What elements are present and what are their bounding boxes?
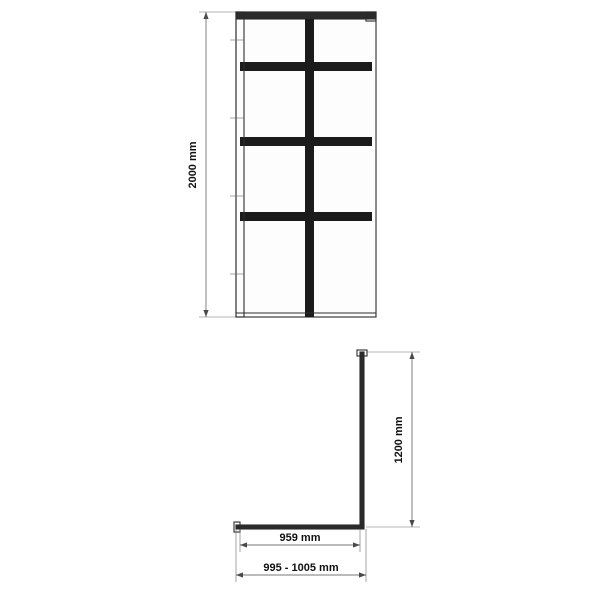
arrow-right-icon [353,542,360,547]
plan-view-group [234,350,420,582]
arrow-down-icon-2 [409,520,414,527]
arrow-left-icon [240,542,247,547]
arrow-down-icon [203,310,208,317]
arrow-up-icon [203,12,208,19]
horizontal-muntin-2 [240,137,372,146]
arrow-right-icon-2 [359,572,366,577]
plan-horizontal-panel [236,525,364,529]
depth-dimension-label: 1200 mm [393,416,405,464]
arrow-up-icon-2 [409,352,414,359]
front-view-group [187,12,376,317]
horizontal-muntin-3 [240,212,372,221]
outer-width-dimension-label: 995 - 1005 mm [263,562,339,574]
arrow-left-icon-2 [236,572,243,577]
inner-width-dimension-label: 959 mm [279,532,321,544]
plan-vertical-panel [360,352,364,527]
top-profile [236,12,376,19]
height-dimension-label: 2000 mm [187,141,199,189]
horizontal-muntin-1 [240,62,372,71]
